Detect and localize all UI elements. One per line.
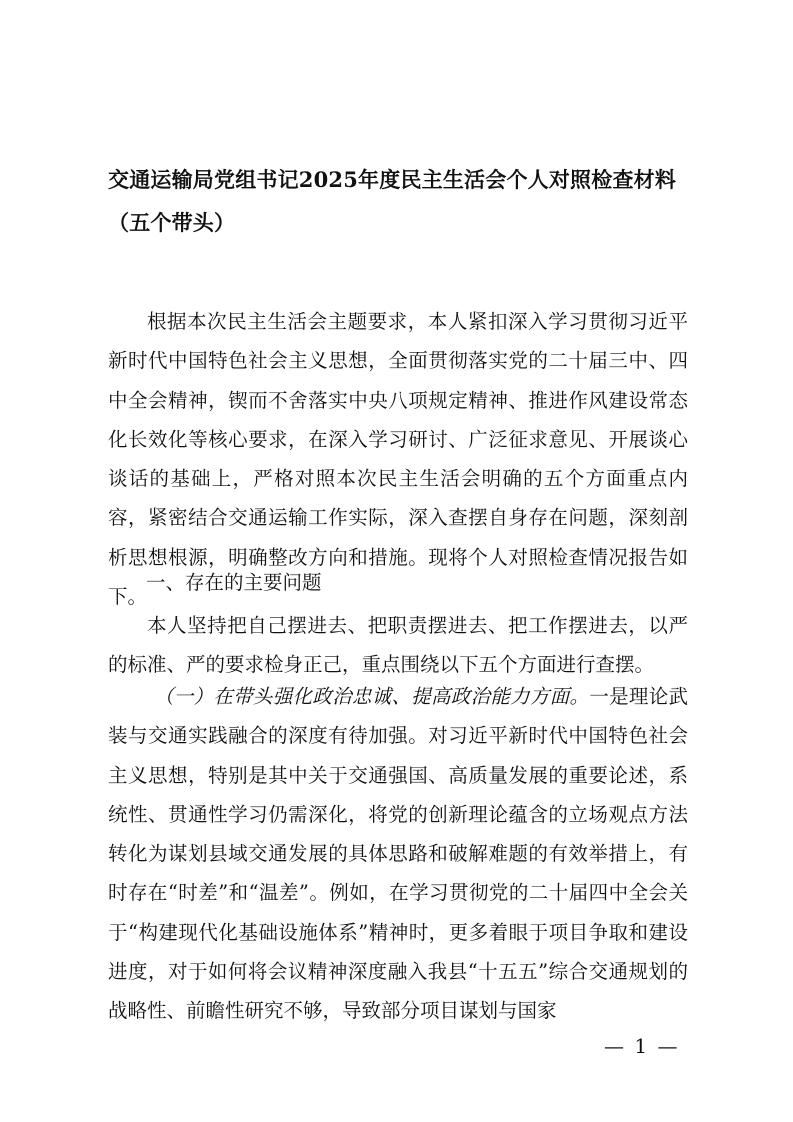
intro-paragraph: 根据本次民主生活会主题要求，本人紧扣深入学习贯彻习近平新时代中国特色社会主义思想，全面贯彻落实党的二十届三中、四中全会精神，锲而不舍落实中央八项规定精神、推进作风建设常态化长效化等核心要求，在深入学习研讨、广泛征求意见、开展谈心谈话的基础上，严格对照本次民主生活会明确的五个方面重点内容，紧密结合交通运输工作实际，深入查摆自身存在问题，深刻剖析思想根源，明确整改方向和措施。现将个人对照检查情况报告如下。 — [108, 310, 688, 609]
section-heading: 一、存在的主要问题 — [146, 571, 322, 594]
item-one-body: 一是理论武装与交通实践融合的深度有待加强。对习近平新时代中国特色社会主义思想，特别是其中关于交通强国、高质量发展的重要论述，系统性、贯通性学习仍需深化，将党的创新理论蕴含的立场观点方法转化为谋划县域交通发展的具体思路和破解难题的有效举措上，有时存在“时差”和“温差”。例如，在学习贯彻党的二十届四中全会关于“构建现代化基础设施体系”精神时，更多着眼于项目争取和建设进度，对于如何将会议精神深度融入我县“十五五”综合交通规划的战略性、前瞻性研究不够，导致部分项目谋划与国家 — [108, 685, 688, 1023]
page-number: — 1 — — [604, 1034, 680, 1058]
document-title: 交通运输局党组书记2025年度民主生活会个人对照检查材料（五个带头） — [108, 167, 677, 235]
item-one-paragraph — [108, 677, 688, 1031]
item-one-heading: （一）在带头强化政治忠诚、提高政治能力方面。 — [154, 685, 590, 708]
section-intro-paragraph: 本人坚持把自己摆进去、把职责摆进去、把工作摆进去，以严的标准、严的要求检身正己，重点围绕以下五个方面进行查摆。 — [108, 614, 688, 677]
